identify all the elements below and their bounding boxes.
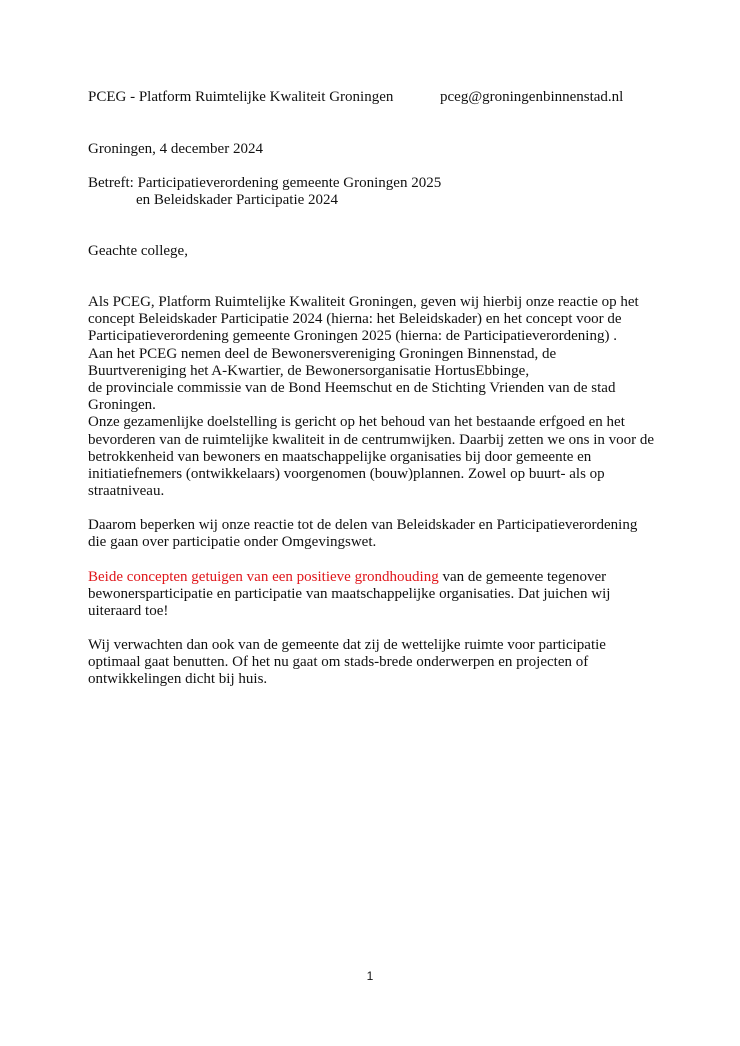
- paragraph-line: Wij verwachten dan ook van de gemeente dat zij de wettelijke ruimte voor participatie: [88, 637, 606, 653]
- paragraph-4: [88, 637, 668, 689]
- paragraph-line: bewonersparticipatie en participatie van maatschappelijke organisaties. Dat juichen wij: [88, 586, 611, 603]
- subject-line-2: en Beleidskader Participatie 2024: [136, 192, 339, 209]
- salutation: Geachte college,: [88, 243, 188, 259]
- paragraph-line: uiteraard toe!: [88, 603, 169, 620]
- highlighted-text: Beide concepten getuigen van een positieve grondhouding: [88, 569, 439, 585]
- organization-name: PCEG - Platform Ruimtelijke Kwaliteit Groningen: [88, 89, 394, 105]
- paragraph-line: ontwikkelingen dicht bij huis.: [88, 671, 268, 688]
- paragraph-3: [88, 569, 668, 621]
- paragraph-line-rest: van de gemeente tegenover: [438, 569, 607, 585]
- paragraph-line: initiatiefnemers (ontwikkelaars) voorgenomen (bouw)plannen. Zowel op buurt- als op: [88, 466, 605, 483]
- paragraph-line: optimaal gaat benutten. Of het nu gaat om stads-brede onderwerpen en projecten of: [88, 654, 589, 671]
- page-number: 1: [366, 969, 374, 983]
- paragraph-2: [88, 517, 668, 551]
- paragraph-line: Participatieverordening gemeente Groningen 2025 (hierna: de Participatieverordening) .: [88, 328, 617, 345]
- subject: [88, 175, 668, 209]
- paragraph-line: Als PCEG, Platform Ruimtelijke Kwaliteit Groningen, geven wij hierbij onze reactie op het: [88, 294, 639, 310]
- paragraph-line: bevorderen van de ruimtelijke kwaliteit in de centrumwijken. Daarbij zetten we ons in voor de: [88, 431, 655, 448]
- paragraph-line: Aan het PCEG nemen deel de Bewonersvereniging Groningen Binnenstad, de: [88, 345, 557, 362]
- date-line: Groningen, 4 december 2024: [88, 141, 263, 157]
- paragraph-line: Onze gezamenlijke doelstelling is gericht op het behoud van het bestaande erfgoed en het: [88, 414, 625, 431]
- paragraph-line: Groningen.: [88, 397, 156, 414]
- subject-line-1: Betreft: Participatieverordening gemeente Groningen 2025: [88, 175, 442, 191]
- paragraph-line: concept Beleidskader Participatie 2024 (hierna: het Beleidskader) en het concept voor de: [88, 311, 622, 328]
- paragraph-1: [88, 294, 668, 500]
- paragraph-line: Daarom beperken wij onze reactie tot de delen van Beleidskader en Participatieverordening: [88, 517, 638, 533]
- paragraph-line: de provinciale commissie van de Bond Heemschut en de Stichting Vrienden van de stad: [88, 380, 616, 397]
- paragraph-line: die gaan over participatie onder Omgevingswet.: [88, 534, 377, 551]
- paragraph-line: [88, 569, 668, 586]
- paragraph-line: Buurtvereniging het A-Kwartier, de Bewonersorganisatie HortusEbbinge,: [88, 362, 530, 379]
- paragraph-line: betrokkenheid van bewoners en maatschappelijke organisaties bij door gemeente en: [88, 448, 592, 465]
- paragraph-line: straatniveau.: [88, 483, 165, 500]
- email-address: pceg@groningenbinnenstad.nl: [440, 89, 624, 105]
